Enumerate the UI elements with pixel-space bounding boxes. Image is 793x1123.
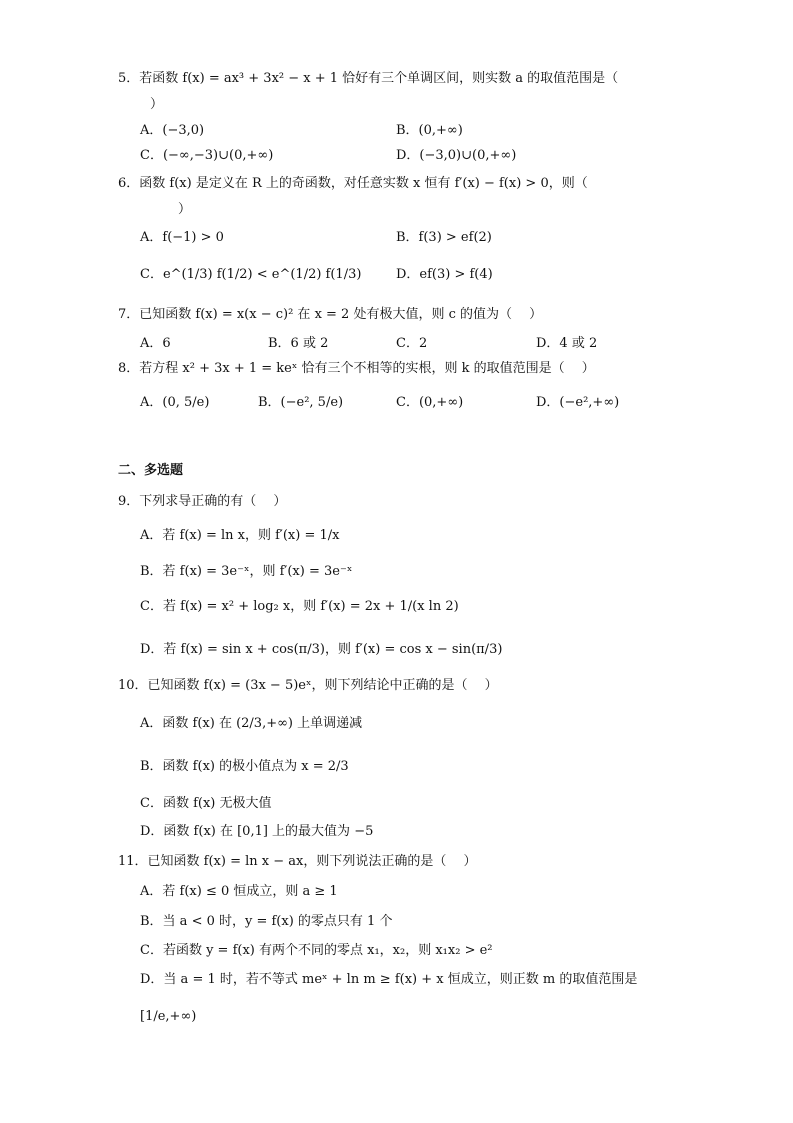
question-8-option-d: D．(−e²,+∞) [536,395,620,410]
question-9-option-a: A．若 f(x) = ln x，则 f′(x) = 1/x [140,528,340,543]
question-6-option-d: D．ef(3) > f(4) [396,267,493,282]
question-7-option-b: B．6 或 2 [268,336,329,351]
question-6-option-a: A．f(−1) > 0 [140,230,224,245]
question-8-option-a: A．(0, 5/e) [140,395,210,410]
question-11-option-d: D．当 a = 1 时，若不等式 meˣ + ln m ≥ f(x) + x 恒成立，则正数 m 的取值范围是 [140,972,638,987]
question-5-stem: 5．若函数 f(x) = ax³ + 3x² − x + 1 恰好有三个单调区间，则实数 a 的取值范围是（ [118,71,619,86]
question-11-stem: 11．已知函数 f(x) = ln x − ax，则下列说法正确的是（ ） [118,854,477,869]
question-9-option-c: C．若 f(x) = x² + log₂ x，则 f′(x) = 2x + 1/(x ln 2) [140,599,459,614]
question-6-option-c: C．e^(1/3) f(1/2) < e^(1/2) f(1/3) [140,267,362,282]
question-7-option-a: A．6 [140,336,171,351]
question-10-option-b: B．函数 f(x) 的极小值点为 x = 2/3 [140,759,349,774]
question-6-stem: 6．函数 f(x) 是定义在 R 上的奇函数，对任意实数 x 恒有 f′(x) − f(x) > 0，则（ [118,176,588,191]
question-6-stem-end: ） [178,202,192,217]
question-10-option-c: C．函数 f(x) 无极大值 [140,796,272,811]
question-11-option-b: B．当 a < 0 时，y = f(x) 的零点只有 1 个 [140,914,393,929]
question-7-option-d: D．4 或 2 [536,336,598,351]
question-5-option-c: C．(−∞,−3)∪(0,+∞) [140,148,274,163]
question-7-stem: 7．已知函数 f(x) = x(x − c)² 在 x = 2 处有极大值，则 c 的值为（ ） [118,307,543,322]
question-5-option-a: A．(−3,0) [140,123,205,138]
question-11-option-c: C．若函数 y = f(x) 有两个不同的零点 x₁，x₂，则 x₁x₂ > e² [140,943,493,958]
question-8-option-b: B．(−e², 5/e) [258,395,344,410]
question-10-option-a: A．函数 f(x) 在 (2/3,+∞) 上单调递减 [140,716,363,731]
question-6-option-b: B．f(3) > ef(2) [396,230,492,245]
question-9-stem: 9．下列求导正确的有（ ） [118,494,287,509]
question-5-stem-end: ） [150,97,164,112]
question-9-option-d: D．若 f(x) = sin x + cos(π/3)，则 f′(x) = cos x − sin(π/3) [140,642,503,657]
question-8-stem: 8．若方程 x² + 3x + 1 = keˣ 恰有三个不相等的实根，则 k 的取值范围是（ ） [118,361,595,376]
question-11-option-a: A．若 f(x) ≤ 0 恒成立，则 a ≥ 1 [140,884,338,899]
question-5-option-d: D．(−3,0)∪(0,+∞) [396,148,517,163]
question-8-option-c: C．(0,+∞) [396,395,464,410]
question-10-option-d: D．函数 f(x) 在 [0,1] 上的最大值为 −5 [140,824,374,839]
question-7-option-c: C．2 [396,336,428,351]
section-heading-multi-choice: 二、多选题 [118,463,184,478]
question-11-option-d-cont: [1/e,+∞) [140,1009,197,1024]
question-9-option-b: B．若 f(x) = 3e⁻ˣ，则 f′(x) = 3e⁻ˣ [140,564,353,579]
question-10-stem: 10．已知函数 f(x) = (3x − 5)eˣ，则下列结论中正确的是（ ） [118,678,498,693]
question-5-option-b: B．(0,+∞) [396,123,463,138]
